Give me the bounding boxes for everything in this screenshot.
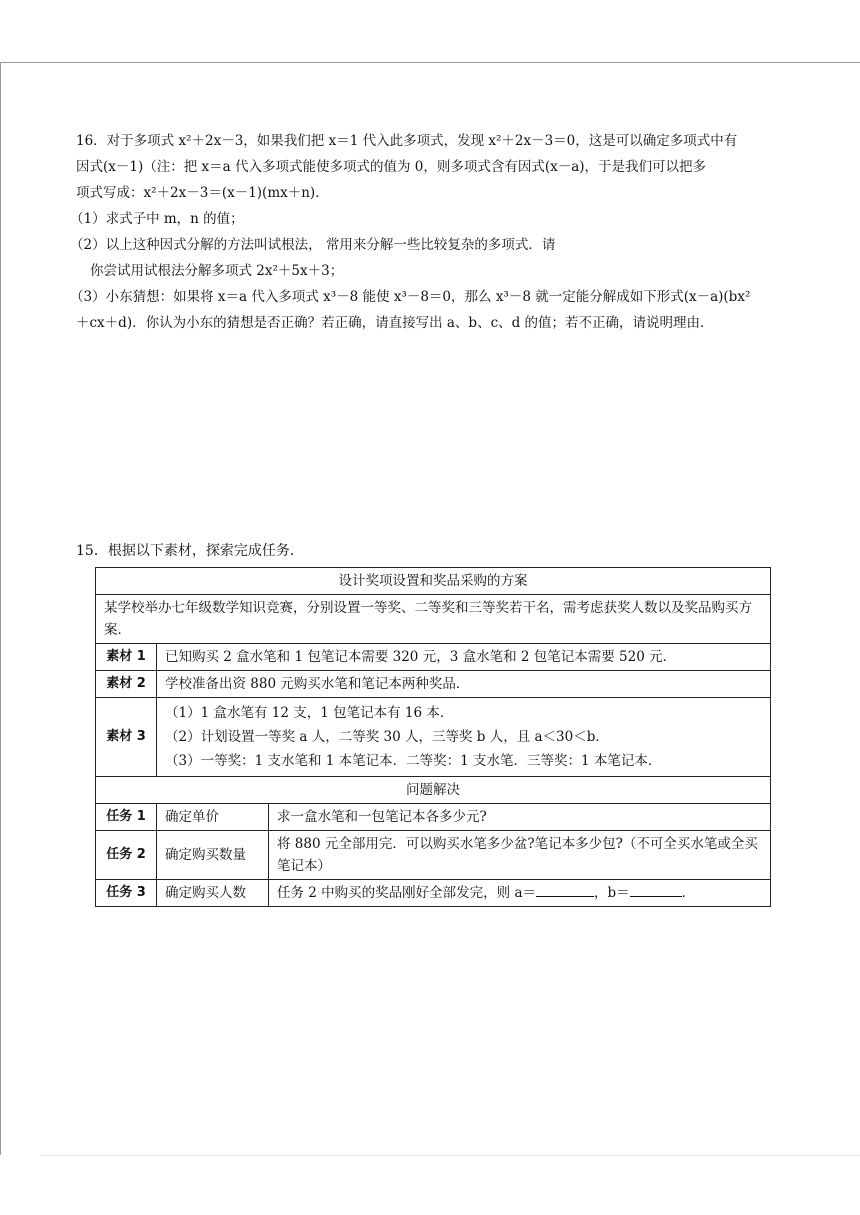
task-2-text: 将 880 元全部用完．可以购买水笔多少盆?笔记本多少包?（不可全买水笔或全买笔记本） (269, 831, 771, 880)
table-intro-row (96, 595, 771, 644)
task-3-text-b: ，b＝ (594, 885, 630, 901)
table-row (96, 671, 771, 698)
table-row (96, 831, 771, 880)
q16-stem-line-3: 项式写成：x²＋2x－3＝(x－1)(mx＋n)． (76, 185, 329, 201)
task-3-text (269, 880, 771, 907)
q16-part-2-line-1: （2）以上这种因式分解的方法叫试根法， 常用来分解一些比较复杂的多项式．请 (70, 237, 556, 253)
task-3-text-a: 任务 2 中购买的奖品刚好全部发完，则 a＝ (277, 885, 537, 901)
table-row (96, 880, 771, 907)
table-row (96, 804, 771, 831)
plan-table (95, 567, 771, 907)
task-2-label: 任务 2 (96, 831, 157, 880)
q16-part-1: （1）求式子中 m，n 的值； (70, 211, 244, 227)
material-2-label: 素材 2 (96, 671, 157, 698)
q16-stem-line-1: 16．对于多项式 x²＋2x－3，如果我们把 x＝1 代入此多项式，发现 x²＋2x－3＝0，这是可以确定多项式中有 (76, 133, 738, 149)
section-title: 问题解决 (96, 777, 771, 804)
q16-part-3-line-2: ＋cx＋d)．你认为小东的猜想是否正确？若正确，请直接写出 a、b、c、d 的值；若不正确，请说明理由． (76, 315, 714, 331)
task-3-name: 确定购买人数 (157, 880, 269, 907)
task-1-label: 任务 1 (96, 804, 157, 831)
table-row (96, 698, 771, 777)
q16-part-3-line-1: （3）小东猜想：如果将 x＝a 代入多项式 x³－8 能使 x³－8＝0，那么 x³－8 就一定能分解成如下形式(x－a)(bx² (70, 289, 751, 305)
material-2-text: 学校准备出资 880 元购买水笔和笔记本两种奖品． (157, 671, 771, 698)
task-3-label: 任务 3 (96, 880, 157, 907)
q16-part-2-line-2: 你尝试用试根法分解多项式 2x²＋5x＋3； (90, 263, 344, 279)
page-left-border (0, 62, 1, 1155)
task-1-text: 求一盒水笔和一包笔记本各多少元? (269, 804, 771, 831)
answer-blank-a[interactable] (536, 882, 594, 897)
q16-stem-line-2: 因式(x－1)（注：把 x＝a 代入多项式能使多项式的值为 0，则多项式含有因式(x－a)，于是我们可以把多 (76, 159, 707, 175)
page-bottom-border (40, 1155, 860, 1156)
material-3-text (157, 698, 771, 777)
material-3-label: 素材 3 (96, 698, 157, 777)
material-3-line-2: （2）计划设置一等奖 a 人，二等奖 30 人，三等奖 b 人，且 a＜30＜b． (165, 729, 609, 745)
section-row (96, 777, 771, 804)
table-intro: 某学校举办七年级数学知识竞赛，分别设置一等奖、二等奖和三等奖若干名，需考虑获奖人数以及奖品购买方案． (96, 595, 771, 644)
task-2-name: 确定购买数量 (157, 831, 269, 880)
table-title: 设计奖项设置和奖品采购的方案 (96, 568, 771, 595)
question-15-title: 15．根据以下素材，探索完成任务． (76, 543, 304, 559)
material-3-line-1: （1）1 盒水笔有 12 支，1 包笔记本有 16 本． (165, 705, 454, 721)
table-header-row (96, 568, 771, 595)
material-3-line-3: （3）一等奖：1 支水笔和 1 本笔记本．二等奖：1 支水笔．三等奖：1 本笔记本． (165, 753, 662, 769)
answer-blank-b[interactable] (630, 882, 682, 897)
material-1-label: 素材 1 (96, 644, 157, 671)
table-row (96, 644, 771, 671)
task-3-text-c: ． (681, 885, 696, 901)
page-top-border (0, 62, 860, 63)
material-1-text: 已知购买 2 盒水笔和 1 包笔记本需要 320 元，3 盒水笔和 2 包笔记本需要 520 元． (157, 644, 771, 671)
question-16 (70, 128, 788, 336)
task-1-name: 确定单价 (157, 804, 269, 831)
